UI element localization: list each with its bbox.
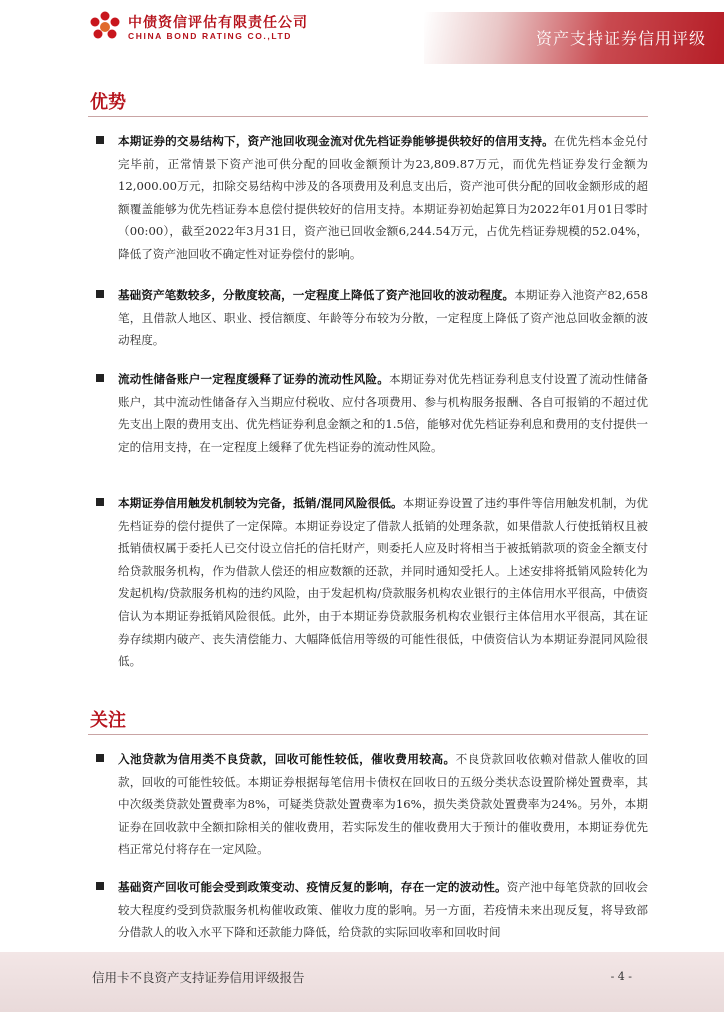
header-banner xyxy=(424,12,724,64)
item-text xyxy=(118,368,648,458)
item-text xyxy=(118,492,648,673)
square-bullet-icon xyxy=(96,498,104,506)
item-text xyxy=(118,130,648,266)
list-item xyxy=(96,492,648,673)
list-item xyxy=(96,284,648,352)
company-name-cn: 中债资信评估有限责任公司 xyxy=(128,15,308,31)
item-lead: 流动性储备账户一定程度缓释了证券的流动性风险。 xyxy=(118,372,389,386)
item-lead: 基础资产笔数较多，分散度较高，一定程度上降低了资产池回收的波动程度。 xyxy=(118,288,515,302)
page-footer xyxy=(0,952,724,1012)
list-item xyxy=(96,876,648,946)
square-bullet-icon xyxy=(96,882,104,890)
section-title-concerns: 关注 xyxy=(90,710,126,731)
item-text xyxy=(118,876,648,944)
item-lead: 本期证券信用触发机制较为完备，抵销/混同风险很低。 xyxy=(118,496,403,510)
section-divider xyxy=(88,116,648,117)
company-name-en: CHINA BOND RATING CO.,LTD xyxy=(128,31,293,41)
section-title-strengths: 优势 xyxy=(90,92,126,113)
square-bullet-icon xyxy=(96,374,104,382)
item-lead: 入池贷款为信用类不良贷款，回收可能性较低，催收费用较高。 xyxy=(118,752,456,766)
item-lead: 基础资产回收可能会受到政策变动、疫情反复的影响，存在一定的波动性。 xyxy=(118,880,507,894)
page-number: - 4 - xyxy=(610,970,632,983)
item-text xyxy=(118,284,648,352)
item-body: 在优先档本金兑付完毕前，正常情景下资产池可供分配的回收金额预计为23,809.87万元，而优先档证券发行金额为12,000.00万元，扣除交易结构中涉及的各项费用及利息支出后，资产池可供分配的回收金额形成的超额覆盖能够为优先档证券本息偿付提供较好的信用支持。本期证券初始起算日为2022年01月01日零时（00:00），截至2022年3月31日，资产池已回收金额6,244.54万元，占优先档证券规模的52.04%，降低了资产池回收不确定性对证券偿付的影响。 xyxy=(118,134,648,261)
red-flower-logo-icon xyxy=(88,10,122,44)
item-body: 不良贷款回收依赖对借款人催收的回款，回收的可能性较低。本期证券根据每笔信用卡债权在回收日的五级分类状态设置阶梯处置费率，其中次级类贷款处置费率为8%，可疑类贷款处置费率为16%，损失类贷款处置费率为24%。另外，本期证券在回收款中全额扣除相关的催收费用，若实际发生的催收费用大于预计的催收费用，本期证券优先档正常兑付将存在一定风险。 xyxy=(118,752,648,857)
footer-report-title: 信用卡不良资产支持证券信用评级报告 xyxy=(92,970,305,985)
banner-title: 资产支持证券信用评级 xyxy=(535,29,706,48)
list-item xyxy=(96,368,648,458)
square-bullet-icon xyxy=(96,754,104,762)
list-item xyxy=(96,748,648,861)
page-header xyxy=(0,0,724,72)
square-bullet-icon xyxy=(96,136,104,144)
item-body: 本期证券设置了违约事件等信用触发机制，为优先档证券的偿付提供了一定保障。本期证券设定了借款人抵销的处理条款，如果借款人行使抵销权且被抵销债权属于委托人已交付设立信托的信托财产，则委托人应及时将相当于被抵销款项的资金全额支付给贷款服务机构，作为借款人偿还的相应数额的还款，并同时通知受托人。上述安排将抵销风险转化为发起机构/贷款服务机构的违约风险，由于发起机构/贷款服务机构农业银行的主体信用水平很高，中债资信认为本期证券抵销风险很低。此外，由于本期证券贷款服务机构农业银行主体信用水平很高，其在证券存续期内破产、丧失清偿能力、大幅降低信用等级的可能性很低，中债资信认为本期证券混同风险很低。 xyxy=(118,496,648,669)
item-body: 本期证券入池资产82,658笔，且借款人地区、职业、授信额度、年龄等分布较为分散，一定程度上降低了资产池总回收金额的波动程度。 xyxy=(118,288,648,348)
list-item xyxy=(96,130,648,266)
item-text xyxy=(118,748,648,861)
item-body: 资产池中每笔贷款的回收会较大程度约受到贷款服务机构催收政策、催收力度的影响。另一方面，若疫情未来出现反复，将导致部分借款人的收入水平下降和还款能力降低，给贷款的实际回收率和回收时间 xyxy=(118,880,648,940)
item-lead: 本期证券的交易结构下，资产池回收现金流对优先档证券能够提供较好的信用支持。 xyxy=(118,134,554,148)
section-divider xyxy=(88,734,648,735)
item-body: 本期证券对优先档证券利息支付设置了流动性储备账户，其中流动性储备存入当期应付税收、应付各项费用、参与机构服务报酬、各自可报销的不超过优先支出上限的费用支出、优先档证券利息金额之和的1.5倍，能够对优先档证券利息和费用的支付提供一定的信用支持，在一定程度上缓释了优先档证券的流动性风险。 xyxy=(118,372,648,454)
square-bullet-icon xyxy=(96,290,104,298)
